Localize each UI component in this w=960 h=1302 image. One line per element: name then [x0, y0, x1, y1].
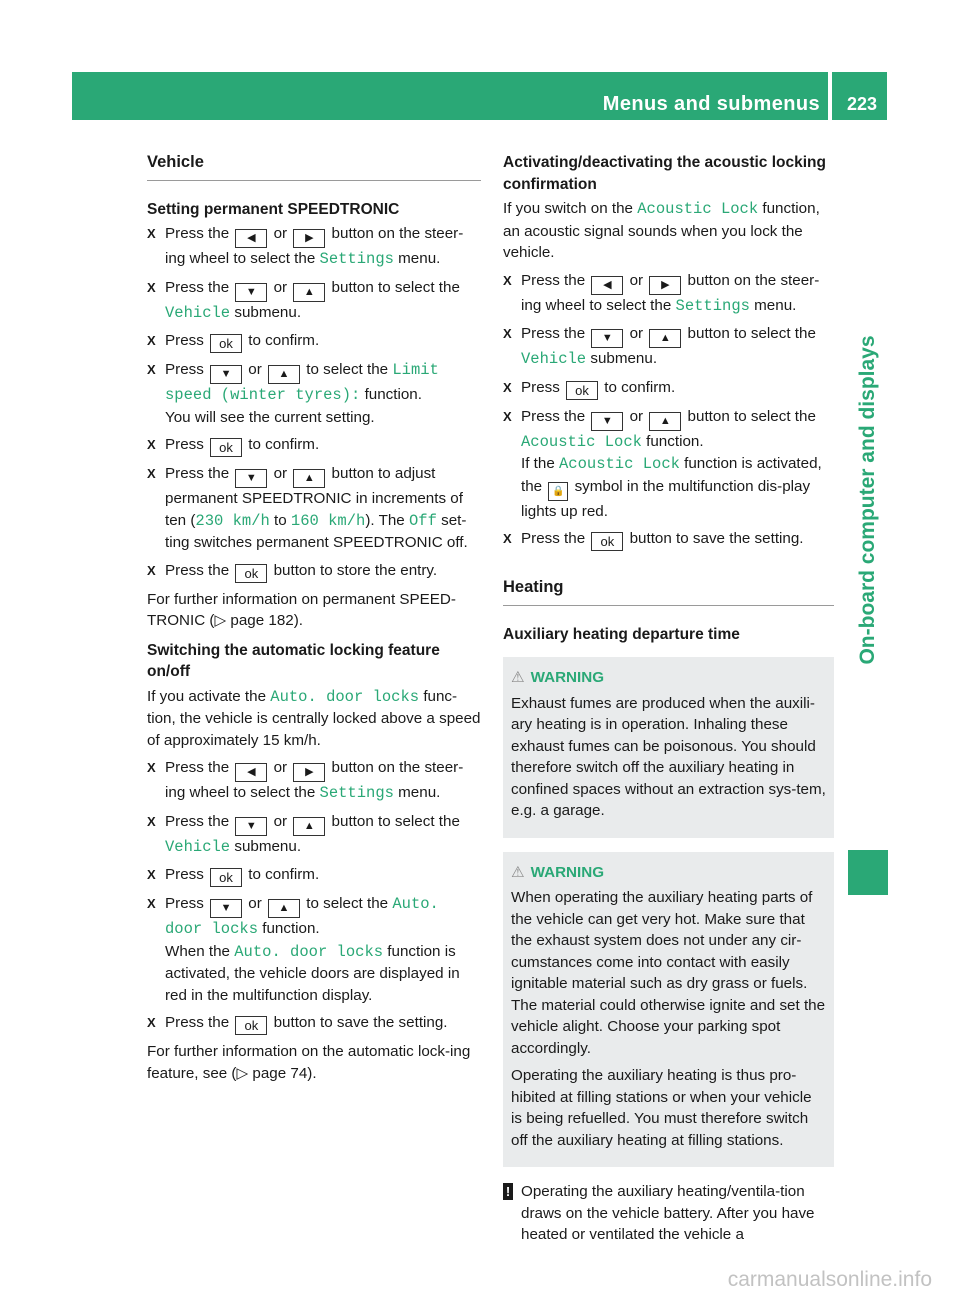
list-item: X Press the ◀ or ▶ button on the steer-ing wheel to select the Settings menu. — [147, 225, 464, 268]
down-button-icon: ▼ — [591, 412, 623, 431]
right-button-icon: ▶ — [293, 229, 325, 248]
step-arrow-icon: X — [147, 226, 156, 241]
list-item: X Press the ok button to save the setting. — [147, 1014, 448, 1033]
warning-box — [503, 852, 834, 1168]
menu-name: Settings — [319, 784, 394, 802]
function-name: Acoustic Lock — [521, 432, 642, 451]
ok-button-icon: ok — [235, 564, 267, 583]
exclamation-icon: ! — [503, 1183, 513, 1200]
note-item: ! Operating the auxiliary heating/ventila-tion draws on the vehicle battery. After you have heated or ventilated the vehicle a — [503, 1181, 834, 1246]
watermark: carmanualsonline.info — [727, 1268, 932, 1291]
function-name: Auto. door locks — [234, 942, 384, 961]
list-item: X Press the ▼ or ▲ button to select the Acoustic Lock function. If the Acoustic Lock function is activated, the 🔒 symbol in the multifunction dis-play lights up red. — [503, 407, 822, 520]
submenu-name: Vehicle — [521, 350, 587, 368]
warning-text: Exhaust fumes are produced when the auxili-ary heating is in operation. Inhaling these exhaust fumes can be poisonous. You should therefore switch off the auxiliary heating in confined spaces without an extraction sys-tem, e.g. a garage. — [511, 694, 826, 819]
page-title: Menus and submenus — [602, 93, 820, 115]
left-column — [147, 152, 481, 1090]
list-item: X Press the ▼ or ▲ button to select the Vehicle submenu. — [147, 812, 460, 856]
speedtronic-heading: Setting permanent SPEEDTRONIC — [147, 200, 400, 218]
down-button-icon: ▼ — [210, 899, 242, 918]
warning-text: Operating the auxiliary heating is thus pro-hibited at filling stations or when your vehicle is being refuelled. You must therefore switch off the auxiliary heating at filling stations. — [511, 1067, 812, 1149]
list-item: X Press the ▼ or ▲ button to select the Vehicle submenu. — [147, 278, 460, 322]
step-arrow-icon: X — [503, 272, 512, 288]
list-item: X Press ok to confirm. — [503, 378, 676, 398]
locking-intro: If you activate the Auto. door locks func-tion, the vehicle is centrally locked above a speed of approximately 15 km/h. — [147, 687, 481, 749]
step-arrow-icon: X — [147, 813, 156, 829]
step-arrow-icon: X — [147, 562, 156, 578]
header-divider — [828, 72, 832, 120]
locking-info: For further information on the automatic lock-ing feature, see (▷ page 74). — [147, 1043, 471, 1082]
section-title-heating: Heating — [503, 577, 834, 606]
ok-button-icon: ok — [210, 438, 242, 457]
up-button-icon: ▲ — [293, 469, 325, 488]
acoustic-intro: If you switch on the Acoustic Lock function, an acoustic signal sounds when you lock the vehicle. — [503, 200, 820, 261]
down-button-icon: ▼ — [210, 365, 242, 384]
list-item: X Press ok to confirm. — [147, 866, 320, 885]
warning-text: When operating the auxiliary heating parts of the vehicle can get very hot. Make sure that the exhaust system does not under any cir-cumstances come into contact with easily ignitable material such as dry grass or fuels. The material could otherwise ignite and set the vehicle alight. Choose your parking spot accordingly. — [511, 889, 826, 1057]
menu-name: Settings — [319, 250, 394, 268]
up-button-icon: ▲ — [293, 283, 325, 302]
list-item: X Press the ok button to store the entry. — [147, 561, 438, 581]
left-button-icon: ◀ — [235, 763, 267, 782]
function-name: Auto. door locks — [165, 895, 439, 938]
list-item: X Press the ◀ or ▶ button on the steer-ing wheel to select the Settings menu. — [503, 271, 820, 315]
list-item: X Press ▼ or ▲ to select the Limit speed (winter tyres): function. You will see the current setting. — [147, 361, 439, 426]
list-item: X Press ok to confirm. — [147, 436, 320, 455]
step-arrow-icon: X — [147, 279, 156, 295]
step-arrow-icon: X — [147, 760, 156, 775]
side-chapter-block — [848, 850, 888, 895]
list-item: X Press the ◀ or ▶ button on the steer-ing wheel to select the Settings menu. — [147, 759, 464, 802]
list-item: X Press ▼ or ▲ to select the Auto. door locks function. When the Auto. door locks function is activated, the vehicle doors are displayed in red in the multifunction display. — [147, 895, 460, 1004]
function-name: Auto. door locks — [270, 687, 420, 706]
up-button-icon: ▲ — [649, 329, 681, 348]
function-name: Acoustic Lock — [637, 200, 759, 218]
ok-button-icon: ok — [210, 334, 242, 353]
menu-name: Settings — [675, 296, 750, 315]
warning-box — [503, 657, 834, 838]
up-button-icon: ▲ — [268, 365, 300, 384]
step-arrow-icon: X — [147, 867, 156, 882]
step-arrow-icon: X — [147, 466, 156, 481]
up-button-icon: ▲ — [268, 899, 300, 918]
right-column — [503, 152, 834, 1246]
down-button-icon: ▼ — [235, 469, 267, 488]
right-button-icon: ▶ — [649, 276, 681, 295]
heating-heading: Auxiliary heating departure time — [503, 625, 740, 643]
ok-button-icon: ok — [566, 381, 598, 400]
step-arrow-icon: X — [147, 362, 156, 377]
warning-triangle-icon: ⚠ — [511, 669, 525, 686]
step-arrow-icon: X — [147, 437, 156, 452]
setting-off: Off — [408, 511, 437, 530]
locking-heading: Switching the automatic locking feature on/off — [147, 641, 440, 680]
ok-button-icon: ok — [591, 532, 623, 551]
page-number: 223 — [846, 94, 878, 114]
left-button-icon: ◀ — [235, 229, 267, 248]
step-arrow-icon: X — [503, 326, 512, 341]
right-button-icon: ▶ — [293, 763, 325, 782]
list-item: X Press the ▼ or ▲ button to adjust permanent SPEEDTRONIC in increments of ten (230 km/h to 160 km/h). The Off set-ting switches permanent SPEEDTRONIC off. — [147, 465, 468, 551]
down-button-icon: ▼ — [591, 329, 623, 348]
speedtronic-info: For further information on permanent SPEED-TRONIC (▷ page 182). — [147, 590, 456, 629]
submenu-name: Vehicle — [165, 303, 231, 322]
step-arrow-icon: X — [503, 408, 512, 424]
left-button-icon: ◀ — [591, 276, 623, 295]
up-button-icon: ▲ — [649, 412, 681, 431]
ok-button-icon: ok — [235, 1016, 267, 1035]
section-title-vehicle: Vehicle — [147, 152, 481, 181]
list-item: X Press the ▼ or ▲ button to select the Vehicle submenu. — [503, 325, 816, 368]
up-button-icon: ▲ — [293, 817, 325, 836]
step-arrow-icon: X — [147, 333, 156, 348]
ok-button-icon: ok — [210, 868, 242, 887]
step-arrow-icon: X — [503, 531, 512, 546]
speed-value: 230 km/h — [195, 511, 270, 530]
function-name: Acoustic Lock — [559, 455, 680, 473]
side-chapter-label: On-board computer and displays — [856, 335, 879, 665]
warning-triangle-icon: ⚠ — [511, 863, 525, 881]
warning-title: ⚠ WARNING — [511, 669, 605, 686]
list-item: X Press ok to confirm. — [147, 332, 320, 351]
function-name: Limit speed (winter tyres): — [165, 361, 439, 404]
step-arrow-icon: X — [503, 379, 512, 395]
submenu-name: Vehicle — [165, 837, 231, 856]
warning-title: ⚠ WARNING — [511, 863, 605, 881]
list-item: X Press the ok button to save the setting. — [503, 530, 804, 549]
down-button-icon: ▼ — [235, 283, 267, 302]
down-button-icon: ▼ — [235, 817, 267, 836]
acoustic-heading: Activating/deactivating the acoustic locking confirmation — [503, 154, 826, 193]
step-arrow-icon: X — [147, 1015, 156, 1030]
speed-value: 160 km/h — [290, 511, 366, 530]
lock-icon: 🔒 — [548, 482, 568, 501]
step-arrow-icon: X — [147, 896, 156, 911]
